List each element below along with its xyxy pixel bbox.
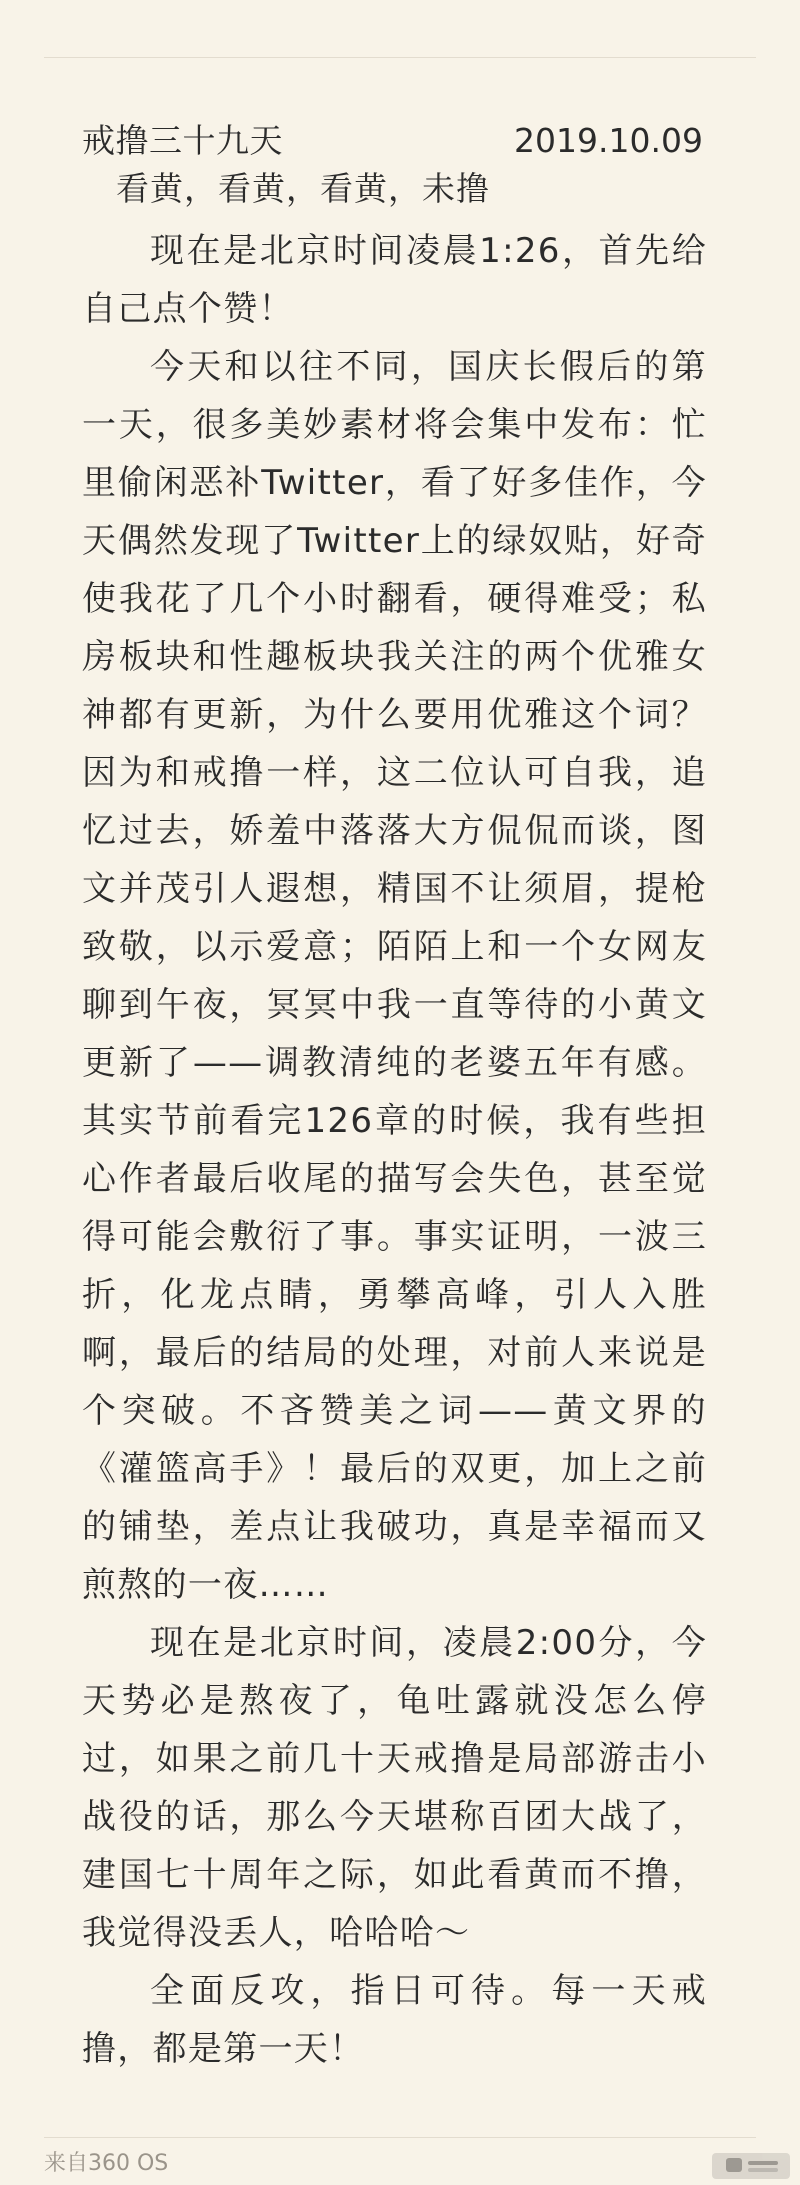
watermark-mark (748, 2161, 778, 2165)
post-header (82, 118, 707, 164)
paragraph: 全面反攻，指日可待。每一天戒撸，都是第一天！ (82, 1971, 707, 2069)
source-label: 来自360 OS (44, 2151, 169, 2176)
bottom-divider (44, 2137, 756, 2138)
post-date: 2019.10.09 (514, 121, 703, 160)
site-logo-icon (726, 2158, 742, 2172)
post-body (82, 118, 707, 2078)
post-title: 戒撸三十九天 (82, 121, 283, 160)
paragraph: 现在是北京时间，凌晨2:00分，今天势必是熬夜了，龟吐露就没怎么停过，如果之前几十天戒撸是局部游击小战役的话，那么今天堪称百团大战了，建国七十周年之际，如此看黄而不撸，我觉得没丢人，哈哈哈～ (82, 1623, 707, 1953)
paragraph: 现在是北京时间凌晨1:26，首先给自己点个赞！ (82, 231, 707, 329)
watermark (712, 2153, 790, 2179)
paragraph: 今天和以往不同，国庆长假后的第一天，很多美妙素材将会集中发布：忙里偷闲恶补Twitter，看了好多佳作，今天偶然发现了Twitter上的绿奴贴，好奇使我花了几个小时翻看，硬得难受；私房板块和性趣板块我关注的两个优雅女神都有更新，为什么要用优雅这个词？因为和戒撸一样，这二位认可自我，追忆过去，娇羞中落落大方侃侃而谈，图文并茂引人遐想，精国不让须眉，提枪致敬，以示爱意；陌陌上和一个女网友聊到午夜，冥冥中我一直等待的小黄文更新了——调教清纯的老婆五年有感。其实节前看完126章的时候，我有些担心作者最后收尾的描写会失色，甚至觉得可能会敷衍了事。事实证明，一波三折，化龙点睛，勇攀高峰，引人入胜啊，最后的结局的处理，对前人来说是个突破。不吝赞美之词——黄文界的《灌篮高手》！最后的双更，加上之前的铺垫，差点让我破功，真是幸福而又煎熬的一夜…… (82, 347, 707, 1605)
top-divider (44, 57, 756, 58)
post-subtitle: 看黄，看黄，看黄，未撸 (116, 169, 490, 208)
